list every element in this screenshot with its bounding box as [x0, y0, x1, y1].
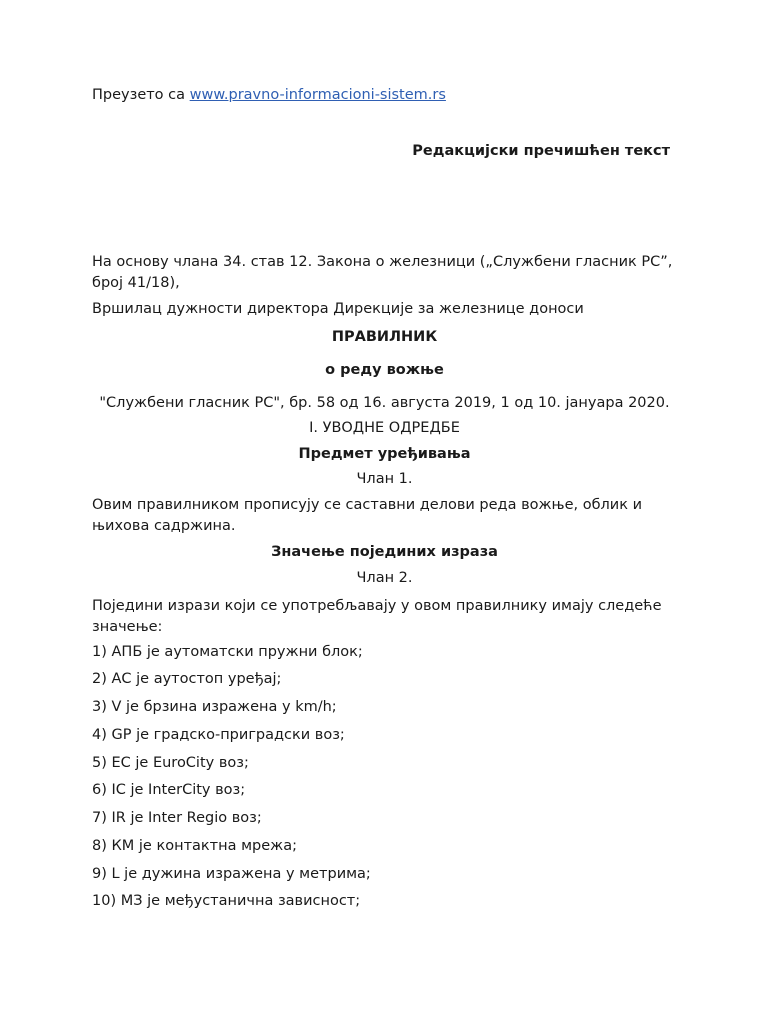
article-1-label: Члан 1. [356, 471, 413, 487]
list-item: 3) V је брзина изражена у km/h; [92, 699, 337, 715]
document-title: ПРАВИЛНИК [331, 329, 438, 345]
source-link[interactable]: www.pravno-informacioni-sistem.rs [189, 87, 446, 103]
list-item: 10) МЗ је међустанична зависност; [92, 893, 361, 909]
preamble-basis: На основу члана 34. став 12. Закона о железници („Службени гласник РС”, број 41/18), [92, 254, 673, 291]
list-item: 8) КМ је контактна мрежа; [92, 838, 297, 854]
terms-heading: Значење појединих израза [271, 544, 498, 560]
subject-heading: Предмет уређивања [298, 446, 471, 462]
preamble-issuer: Вршилац дужности директора Дирекције за железнице доноси [92, 301, 584, 317]
list-item: 1) АПБ је аутоматски пружни блок; [92, 644, 363, 660]
source-line [92, 85, 446, 106]
article-2-label: Члан 2. [356, 570, 413, 586]
list-item: 9) L је дужина изражена у метрима; [92, 866, 371, 882]
list-item: 2) АС је аутостоп уређај; [92, 671, 282, 687]
list-item: 4) GP је градско-приградски воз; [92, 727, 345, 743]
article-2-intro: Поједини изрази који се употребљавају у овом правилнику имају следеће значење: [92, 598, 662, 635]
gazette-reference: "Службени гласник РС", бр. 58 од 16. августа 2019, 1 од 10. јануара 2020. [99, 395, 670, 411]
list-item: 6) IC је InterCity воз; [92, 782, 246, 798]
document-subtitle: о реду вожње [325, 362, 444, 378]
list-item: 5) EC је EuroCity воз; [92, 755, 249, 771]
section-heading: I. УВОДНЕ ОДРЕДБЕ [309, 420, 460, 436]
document-status: Редакцијски пречишћен текст [412, 143, 670, 159]
list-item: 7) IR је Inter Regio воз; [92, 810, 262, 826]
article-1-text: Овим правилником прописују се саставни делови реда вожње, облик и њихова садржина. [92, 497, 643, 534]
source-prefix: Преузето са [92, 87, 190, 103]
